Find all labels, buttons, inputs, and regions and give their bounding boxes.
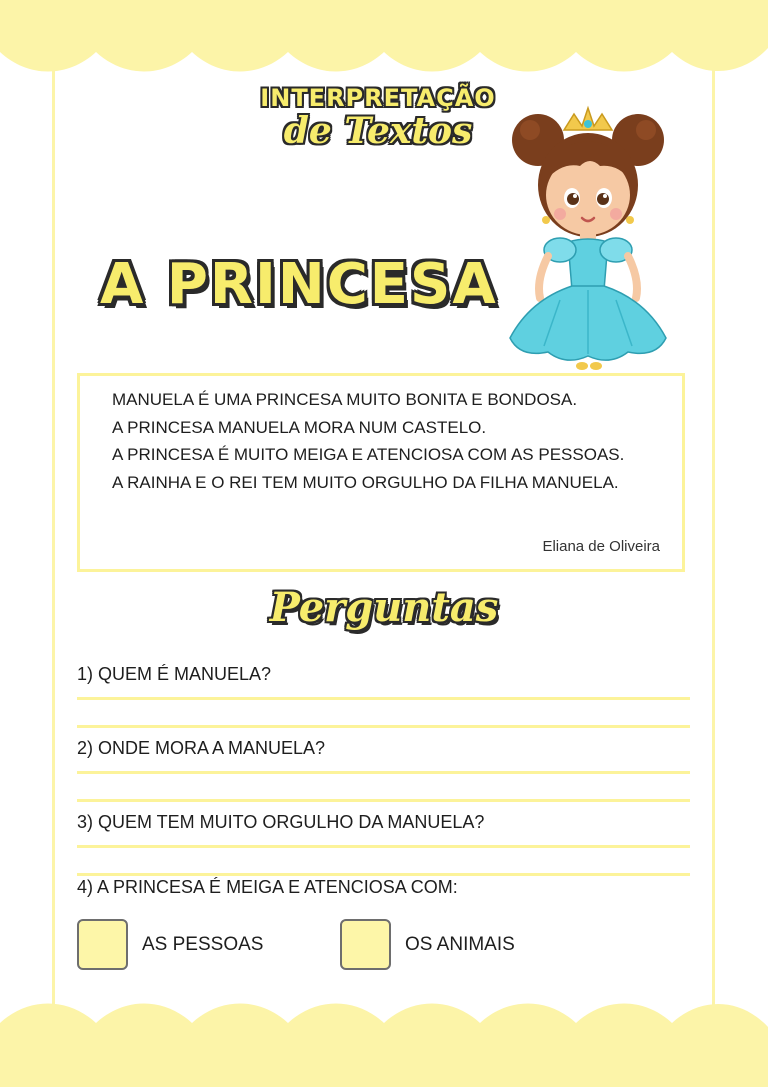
- answer-line-3b[interactable]: [77, 873, 690, 876]
- question-3: 3) QUEM TEM MUITO ORGULHO DA MANUELA?: [77, 812, 485, 832]
- question-4: 4) A PRINCESA É MEIGA E ATENCIOSA COM:: [77, 877, 458, 897]
- questions-heading: Perguntas: [269, 584, 499, 631]
- bottom-scallop-border: [0, 997, 768, 1087]
- answer-line-1b[interactable]: [77, 725, 690, 728]
- header-line-1: INTERPRETAÇÃO: [260, 84, 496, 112]
- question-1: 1) QUEM É MANUELA?: [77, 664, 272, 684]
- worksheet-header: [248, 84, 508, 152]
- top-scallop-border: [0, 0, 768, 80]
- story-title: A PRINCESA: [100, 252, 498, 317]
- story-author: Eliana de Oliveira: [542, 538, 660, 555]
- story-line: MANUELA É UMA PRINCESA MUITO BONITA E BONDOSA.: [112, 390, 578, 409]
- option-as-pessoas[interactable]: [77, 919, 263, 970]
- left-border-line: [52, 40, 55, 1047]
- checkbox-os-animais[interactable]: [340, 919, 391, 970]
- story-text: [112, 386, 624, 496]
- right-border-line: [712, 40, 715, 1047]
- story-box: [77, 373, 685, 572]
- story-line: A PRINCESA É MUITO MEIGA E ATENCIOSA COM AS PESSOAS.: [112, 445, 625, 464]
- header-line-2: de Textos: [283, 110, 473, 152]
- checkbox-as-pessoas[interactable]: [77, 919, 128, 970]
- answer-line-3a[interactable]: [77, 845, 690, 848]
- option-label-os-animais: OS ANIMAIS: [405, 933, 515, 955]
- option-os-animais[interactable]: [340, 919, 515, 970]
- question-2: 2) ONDE MORA A MANUELA?: [77, 738, 326, 758]
- story-line: A PRINCESA MANUELA MORA NUM CASTELO.: [112, 417, 487, 437]
- story-line: A RAINHA E O REI TEM MUITO ORGULHO DA FILHA MANUELA.: [112, 472, 619, 492]
- answer-line-2a[interactable]: [77, 771, 690, 774]
- option-label-as-pessoas: AS PESSOAS: [142, 933, 264, 955]
- answer-line-1a[interactable]: [77, 697, 690, 700]
- princess-illustration: [500, 100, 675, 375]
- answer-line-2b[interactable]: [77, 799, 690, 802]
